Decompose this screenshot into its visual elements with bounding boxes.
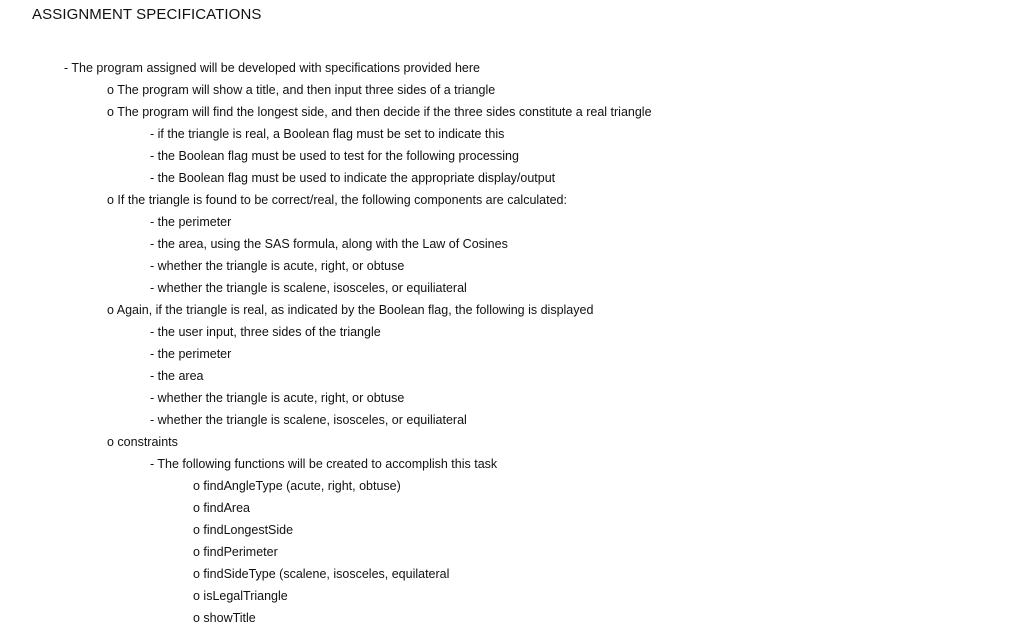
spec-list <box>0 57 652 629</box>
spec-line: o showTitle <box>193 611 256 625</box>
spec-line: o The program will find the longest side, and then decide if the three sides constitute a real triangle <box>107 105 652 119</box>
spec-line: o findAngleType (acute, right, obtuse) <box>193 479 401 493</box>
spec-line: - the perimeter <box>150 215 232 229</box>
spec-line: - the perimeter <box>150 347 232 361</box>
spec-line: - whether the triangle is scalene, isosceles, or equiliateral <box>150 281 467 295</box>
spec-line: o isLegalTriangle <box>193 589 288 603</box>
spec-line: - the Boolean flag must be used to test for the following processing <box>150 149 519 163</box>
spec-line: - whether the triangle is scalene, isosceles, or equiliateral <box>150 413 467 427</box>
spec-line: - if the triangle is real, a Boolean flag must be set to indicate this <box>150 127 505 141</box>
spec-line: o Again, if the triangle is real, as indicated by the Boolean flag, the following is displayed <box>107 303 594 317</box>
page-title: ASSIGNMENT SPECIFICATIONS <box>32 6 262 23</box>
spec-line: - The following functions will be created to accomplish this task <box>150 457 498 471</box>
spec-line: - the area <box>150 369 204 383</box>
spec-line: o findArea <box>193 501 250 515</box>
spec-line: - whether the triangle is acute, right, or obtuse <box>150 391 405 405</box>
spec-line: o findPerimeter <box>193 545 278 559</box>
spec-line: - the user input, three sides of the triangle <box>150 325 381 339</box>
spec-line: o The program will show a title, and then input three sides of a triangle <box>107 83 496 97</box>
spec-line: o If the triangle is found to be correct/real, the following components are calculated: <box>107 193 567 207</box>
spec-line: o constraints <box>107 435 178 449</box>
spec-line: - The program assigned will be developed with specifications provided here <box>64 61 480 75</box>
spec-line: - the area, using the SAS formula, along with the Law of Cosines <box>150 237 508 251</box>
spec-line: o findSideType (scalene, isosceles, equilateral <box>193 567 450 581</box>
spec-line: o findLongestSide <box>193 523 294 537</box>
spec-line: - the Boolean flag must be used to indicate the appropriate display/output <box>150 171 556 185</box>
spec-line: - whether the triangle is acute, right, or obtuse <box>150 259 405 273</box>
